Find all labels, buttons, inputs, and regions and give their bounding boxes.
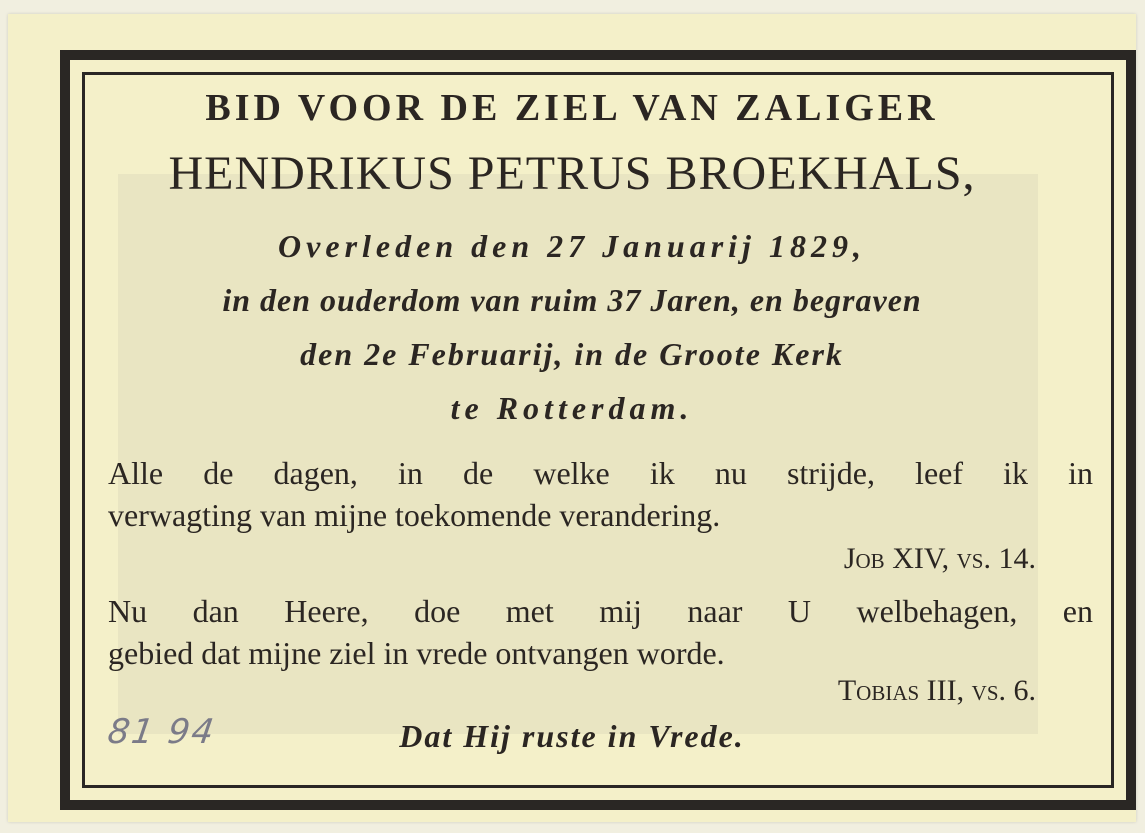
deceased-name: HENDRIKUS PETRUS BROEKHALS, xyxy=(168,147,976,200)
death-date-line: Overleden den 27 Januarij 1829, xyxy=(278,228,866,264)
burial-place-line: te Rotterdam. xyxy=(450,390,694,426)
age-burial-line: in den ouderdom van ruim 37 Jaren, en begraven xyxy=(222,282,922,318)
heading-line-1: BID VOOR DE ZIEL VAN ZALIGER xyxy=(205,87,939,129)
memorial-card xyxy=(8,14,1136,822)
quote-2-line-1: Nu dan Heere, doe met mij naar U welbehagen, en xyxy=(108,593,1093,629)
closing-prayer: Dat Hij ruste in Vrede. xyxy=(399,718,745,754)
quote-1-line-1: Alle de dagen, in de welke ik nu strijde, leef ik in xyxy=(108,455,1093,491)
quote-1-reference: Job XIV, vs. 14. xyxy=(843,542,1036,575)
quote-2-line-2: gebied dat mijne ziel in vrede ontvangen worde. xyxy=(108,635,725,671)
pencil-inventory-number: 81 94 xyxy=(105,712,219,752)
quote-1-line-2: verwagting van mijne toekomende verandering. xyxy=(108,497,721,533)
burial-date-line: den 2e Februarij, in de Groote Kerk xyxy=(300,336,844,372)
quote-2-reference: Tobias III, vs. 6. xyxy=(837,674,1036,707)
